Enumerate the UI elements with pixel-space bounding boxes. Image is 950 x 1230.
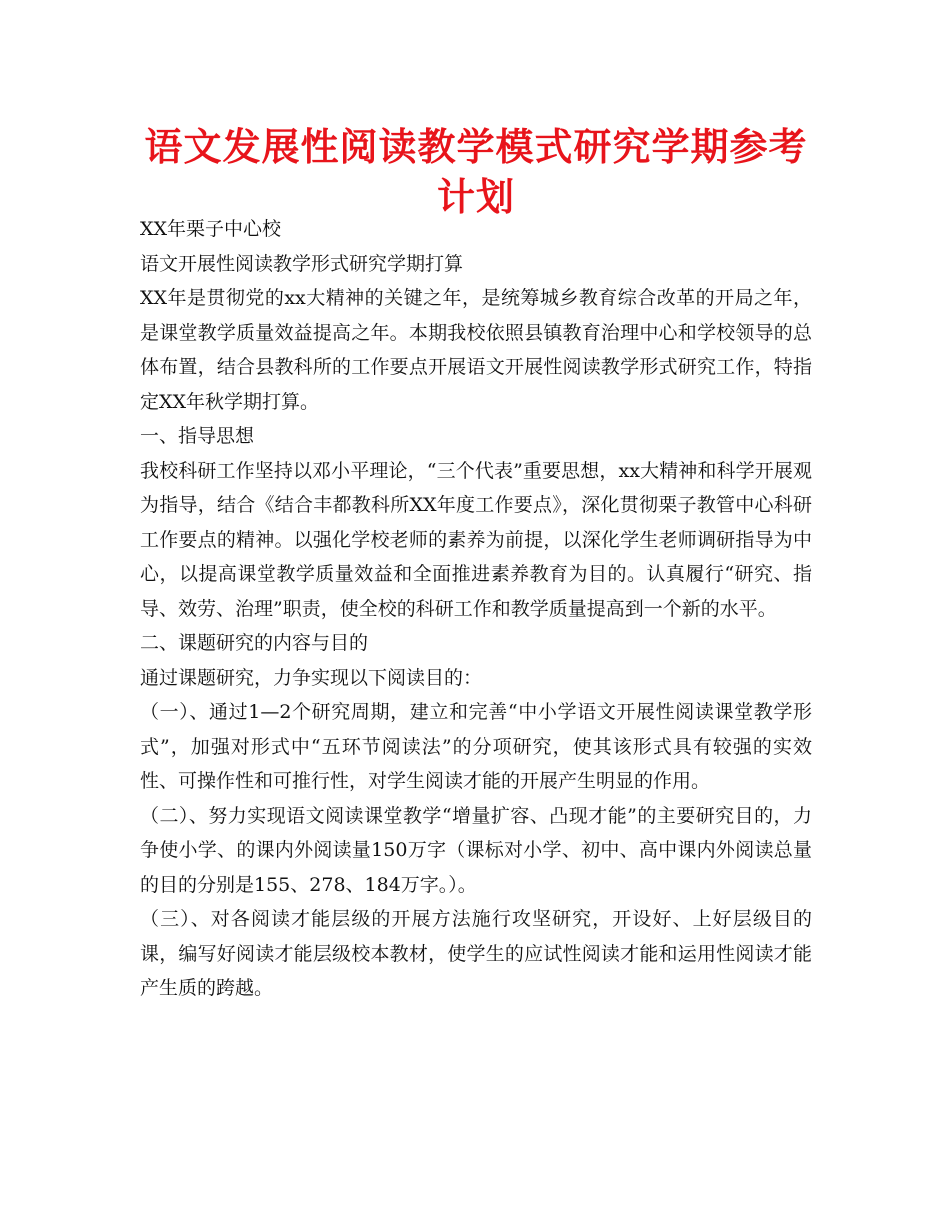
section-heading-research-content: 二、课题研究的内容与目的 <box>140 632 369 654</box>
document-body <box>140 212 812 1006</box>
guiding-ideas-paragraph: 我校科研工作坚持以邓小平理论，“三个代表”重要思想，xx大精神和科学开展观为指导，结合《结合丰都教科所XX年度工作要点》，深化贯彻栗子教管中心科研工作要点的精神。以强化学校老师的素养为前提，以深化学生老师调研指导为中心，以提高课堂教学质量效益和全面推进素养教育为目的。认真履行“研究、指导、效劳、治理”职责，使全校的科研工作和教学质量提高到一个新的水平。 <box>140 459 812 620</box>
research-goal-2: （二）、努力实现语文阅读课堂教学“增量扩容、凸现才能”的主要研究目的，力争使小学、的课内外阅读量150万字（课标对小学、初中、高中课内外阅读总量的目的分别是155、278、184万字。）。 <box>140 804 812 896</box>
intro-paragraph: XX年是贯彻党的xx大精神的关键之年，是统筹城乡教育综合改革的开局之年，是课堂教学质量效益提高之年。本期我校依照县镇教育治理中心和学校领导的总体布置，结合县教科所的工作要点开展语文开展性阅读教学形式研究工作，特指定XX年秋学期打算。 <box>140 287 812 413</box>
research-goals-intro: 通过课题研究，力争实现以下阅读目的： <box>140 666 483 689</box>
school-year-line: XX年栗子中心校 <box>140 218 282 240</box>
document-title: 语文发展性阅读教学模式研究学期参考计划 <box>144 125 808 219</box>
plan-subtitle: 语文开展性阅读教学形式研究学期打算 <box>140 252 464 275</box>
section-heading-guiding-ideas: 一、指导思想 <box>140 425 255 447</box>
research-goal-1: （一）、通过1—2个研究周期，建立和完善“中小学语文开展性阅读课堂教学形式”，加强对形式中“五环节阅读法”的分项研究，使其该形式具有较强的实效性、可操作性和可推行性，对学生阅读才能的开展产生明显的作用。 <box>140 701 812 792</box>
research-goal-3: （三）、对各阅读才能层级的开展方法施行攻坚研究，开设好、上好层级目的课，编写好阅读才能层级校本教材，使学生的应试性阅读才能和运用性阅读才能产生质的跨越。 <box>140 908 812 999</box>
